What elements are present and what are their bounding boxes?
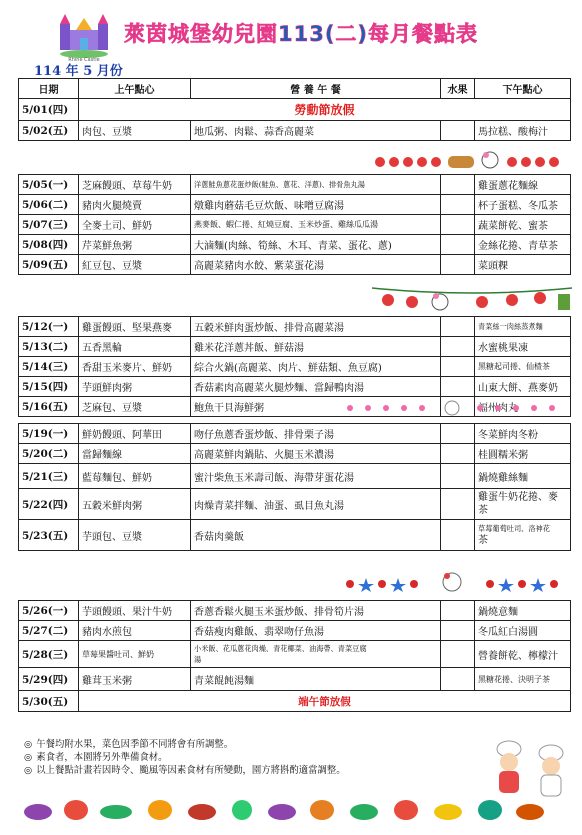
pm-snack-line2: 茶 xyxy=(478,505,488,516)
chef-boy-icon xyxy=(532,744,570,798)
lunch-line2: 湯 xyxy=(194,655,202,664)
pm-snack-line2: 茶 xyxy=(478,535,488,546)
lunch-cell: 高麗菜鮮肉鍋貼、火腿玉米濃湯 xyxy=(191,444,441,464)
table-row xyxy=(19,377,571,397)
am-snack-cell: 鮮奶饅頭、阿華田 xyxy=(79,424,191,444)
fruit-cell xyxy=(441,520,475,551)
table-row xyxy=(19,520,571,551)
strawberry-decoration xyxy=(372,150,572,170)
am-snack-cell: 香甜玉米麥片、鮮奶 xyxy=(79,357,191,377)
date-cell: 5/20(二) xyxy=(19,444,79,464)
fruit-cell xyxy=(441,255,475,275)
table-row xyxy=(19,621,571,641)
vegetables-decoration xyxy=(20,792,550,824)
pm-snack-cell: 冬瓜紅白湯圓 xyxy=(475,621,571,641)
date-cell: 5/14(三) xyxy=(19,357,79,377)
date-cell: 5/23(五) xyxy=(19,520,79,551)
pm-snack-cell: 青菜絲一肉絲蒸煮麵 xyxy=(475,317,571,337)
menu-table-week4 xyxy=(18,423,571,551)
am-snack-cell: 紅豆包、豆漿 xyxy=(79,255,191,275)
am-snack-cell: 全麥土司、鮮奶 xyxy=(79,215,191,235)
table-row xyxy=(19,317,571,337)
lunch-cell: 大滷麵(肉絲、筍絲、木耳、青菜、蛋花、蔥) xyxy=(191,235,441,255)
note-text: 午餐均附水果，菜色因季節不同將會有所調整。 xyxy=(36,739,234,750)
date-cell: 5/19(一) xyxy=(19,424,79,444)
am-snack-cell: 藍莓麵包、鮮奶 xyxy=(79,464,191,489)
lunch-cell: 雞米花洋蔥丼飯、鮮菇湯 xyxy=(191,337,441,357)
lunch-cell: 香菇肉羹飯 xyxy=(191,520,441,551)
note-line xyxy=(24,738,346,751)
table-row xyxy=(19,195,571,215)
apple-decoration xyxy=(372,284,572,314)
pm-snack-cell: 鍋燒意麵 xyxy=(475,601,571,621)
date-cell: 5/22(四) xyxy=(19,489,79,520)
table-row xyxy=(19,489,571,520)
holiday-cell: 勞動節放假 xyxy=(79,99,571,121)
col-header-pm-snack: 下午點心 xyxy=(475,79,571,99)
pm-snack-cell: 菜頭粿 xyxy=(475,255,571,275)
pm-snack-line1: 雞蛋牛奶花捲、麥 xyxy=(478,492,558,503)
pm-snack-cell: 雞蛋蔥花麵線 xyxy=(475,175,571,195)
am-snack-cell: 豬肉火腿燒賣 xyxy=(79,195,191,215)
pm-snack-cell: 鍋燒雞絲麵 xyxy=(475,464,571,489)
pm-snack-cell: 馬拉糕、酸梅汁 xyxy=(475,121,571,141)
date-cell: 5/30(五) xyxy=(19,691,79,712)
lunch-cell: 地瓜粥、肉鬆、蒜香高麗菜 xyxy=(191,121,441,141)
table-row xyxy=(19,99,571,121)
fruit-cell xyxy=(441,464,475,489)
table-row xyxy=(19,215,571,235)
fruit-cell xyxy=(441,668,475,691)
lunch-cell: 五穀米鮮肉蛋炒飯、排骨高麗菜湯 xyxy=(191,317,441,337)
fruit-cell xyxy=(441,317,475,337)
am-snack-cell: 芋頭包、豆漿 xyxy=(79,520,191,551)
date-cell: 5/01(四) xyxy=(19,99,79,121)
pm-snack-cell: 水蜜桃果凍 xyxy=(475,337,571,357)
table-row xyxy=(19,175,571,195)
fruit-cell xyxy=(441,215,475,235)
fruit-cell xyxy=(441,357,475,377)
table-row xyxy=(19,424,571,444)
fruit-cell xyxy=(441,235,475,255)
am-snack-cell: 五香黑輪 xyxy=(79,337,191,357)
fruit-cell xyxy=(441,641,475,668)
am-snack-cell: 芋頭饅頭、果汁牛奶 xyxy=(79,601,191,621)
lunch-cell: 蜜汁柴魚玉米壽司飯、海帶芽蛋花湯 xyxy=(191,464,441,489)
lunch-cell: 綜合火鍋(高麗菜、肉片、鮮菇類、魚豆腐) xyxy=(191,357,441,377)
table-row xyxy=(19,464,571,489)
menu-table-week2 xyxy=(18,174,571,275)
pm-snack-cell: 營養餅乾、檸檬汁 xyxy=(475,641,571,668)
pm-snack-cell: 冬菜鮮肉冬粉 xyxy=(475,424,571,444)
lunch-cell: 高麗菜豬肉水餃、紫菜蛋花湯 xyxy=(191,255,441,275)
date-cell: 5/29(四) xyxy=(19,668,79,691)
menu-table-week1 xyxy=(18,78,571,141)
fruit-cell xyxy=(441,121,475,141)
cherry-decoration xyxy=(340,570,570,594)
fruit-cell xyxy=(441,377,475,397)
col-header-lunch: 營 養 午 餐 xyxy=(191,79,441,99)
bullet-icon: ◎ xyxy=(24,739,33,750)
date-cell: 5/21(三) xyxy=(19,464,79,489)
table-header-row xyxy=(19,79,571,99)
fruit-cell xyxy=(441,601,475,621)
fruit-cell xyxy=(441,195,475,215)
pm-snack-line1: 草莓葡萄吐司、洛神花 xyxy=(478,524,550,533)
table-row xyxy=(19,601,571,621)
chef-girl-icon xyxy=(490,740,528,796)
am-snack-cell: 當歸麵線 xyxy=(79,444,191,464)
note-line xyxy=(24,764,346,777)
pm-snack-cell: 杯子蛋糕、冬瓜茶 xyxy=(475,195,571,215)
lunch-cell: 香蔥香鬆火腿玉米蛋炒飯、排骨筍片湯 xyxy=(191,601,441,621)
am-snack-cell: 芝麻饅頭、草莓牛奶 xyxy=(79,175,191,195)
lunch-cell: 燕麥飯、蝦仁捲、紅燒豆腐、玉米炒蛋、雞絲瓜瓜湯 xyxy=(191,215,441,235)
am-snack-cell: 肉包、豆漿 xyxy=(79,121,191,141)
table-row xyxy=(19,235,571,255)
fruit-cell xyxy=(441,337,475,357)
bullet-icon: ◎ xyxy=(24,765,33,776)
pm-snack-cell xyxy=(475,489,571,520)
pm-snack-cell: 桂圓糯米粥 xyxy=(475,444,571,464)
lunch-cell: 鮑魚干貝海鮮粥 xyxy=(191,397,441,417)
fruit-cell xyxy=(441,489,475,520)
pm-snack-cell: 黑糖起司捲、仙楂茶 xyxy=(475,357,571,377)
note-line xyxy=(24,751,346,764)
pm-snack-cell: 蔬菜餅乾、蜜茶 xyxy=(475,215,571,235)
table-row xyxy=(19,641,571,668)
svg-text:Rhine Castle: Rhine Castle xyxy=(68,57,100,62)
am-snack-cell: 草莓果醬吐司、鮮奶 xyxy=(79,641,191,668)
table-row xyxy=(19,668,571,691)
am-snack-cell: 豬肉水煎包 xyxy=(79,621,191,641)
bullet-icon: ◎ xyxy=(24,752,33,763)
date-cell: 5/07(三) xyxy=(19,215,79,235)
month-label: 114 年 5 月份 xyxy=(34,64,123,79)
table-row xyxy=(19,337,571,357)
lunch-cell: 青菜餛飩湯麵 xyxy=(191,668,441,691)
am-snack-cell: 雞茸玉米粥 xyxy=(79,668,191,691)
am-snack-cell: 芹菜鮮魚粥 xyxy=(79,235,191,255)
date-cell: 5/08(四) xyxy=(19,235,79,255)
note-text: 以上餐點計畫若因時令、颱風等因素食材有所變動，園方將斟酌適當調整。 xyxy=(36,765,346,776)
date-cell: 5/09(五) xyxy=(19,255,79,275)
holiday-cell: 端午節放假 xyxy=(79,691,571,712)
page-title: 萊茵城堡幼兒園113(二)每月餐點表 xyxy=(124,22,479,46)
lunch-cell xyxy=(191,641,441,668)
lunch-cell: 吻仔魚蔥香蛋炒飯、排骨栗子湯 xyxy=(191,424,441,444)
table-row xyxy=(19,444,571,464)
table-row xyxy=(19,121,571,141)
fruit-cell xyxy=(441,621,475,641)
am-snack-cell: 芋頭鮮肉粥 xyxy=(79,377,191,397)
candy-decoration xyxy=(340,400,570,416)
date-cell: 5/05(一) xyxy=(19,175,79,195)
lunch-cell: 肉燥青菜拌麵、油蛋、虱目魚丸湯 xyxy=(191,489,441,520)
date-cell: 5/13(二) xyxy=(19,337,79,357)
date-cell: 5/26(一) xyxy=(19,601,79,621)
lunch-cell: 香菇素肉高麗菜火腿炒麵、當歸鴨肉湯 xyxy=(191,377,441,397)
pm-snack-cell xyxy=(475,520,571,551)
lunch-cell: 香菇瘦肉雞飯、翡翠吻仔魚湯 xyxy=(191,621,441,641)
pm-snack-cell: 金絲花捲、青草茶 xyxy=(475,235,571,255)
note-text: 素食者，本園將另外準備食材。 xyxy=(36,752,168,763)
fruit-cell xyxy=(441,175,475,195)
lunch-cell: 洋蔥鮭魚蔥花蛋炒飯(鮭魚、蔥花、洋蔥)、排骨魚丸湯 xyxy=(191,175,441,195)
table-row xyxy=(19,691,571,712)
castle-logo xyxy=(56,10,112,62)
am-snack-cell: 五穀米鮮肉粥 xyxy=(79,489,191,520)
date-cell: 5/15(四) xyxy=(19,377,79,397)
date-cell: 5/16(五) xyxy=(19,397,79,417)
date-cell: 5/06(二) xyxy=(19,195,79,215)
col-header-fruit: 水果 xyxy=(441,79,475,99)
date-cell: 5/28(三) xyxy=(19,641,79,668)
menu-table-week5 xyxy=(18,600,571,712)
col-header-date: 日期 xyxy=(19,79,79,99)
date-cell: 5/27(二) xyxy=(19,621,79,641)
table-row xyxy=(19,255,571,275)
pm-snack-cell: 黑糖花捲、決明子茶 xyxy=(475,668,571,691)
lunch-line1: 小米飯、花瓜蔥花肉燥、青花椰菜、油海帶、青菜豆腐 xyxy=(194,644,367,653)
am-snack-cell: 芝麻包、豆漿 xyxy=(79,397,191,417)
header xyxy=(0,0,582,79)
lunch-cell: 燉雞肉蘑菇毛豆炊飯、味噌豆腐湯 xyxy=(191,195,441,215)
footer-notes xyxy=(24,738,346,777)
date-cell: 5/12(一) xyxy=(19,317,79,337)
table-row xyxy=(19,357,571,377)
col-header-am-snack: 上午點心 xyxy=(79,79,191,99)
am-snack-cell: 雞蛋饅頭、堅果燕麥 xyxy=(79,317,191,337)
date-cell: 5/02(五) xyxy=(19,121,79,141)
fruit-cell xyxy=(441,444,475,464)
fruit-cell xyxy=(441,424,475,444)
pm-snack-cell: 山東大餅、燕麥奶 xyxy=(475,377,571,397)
